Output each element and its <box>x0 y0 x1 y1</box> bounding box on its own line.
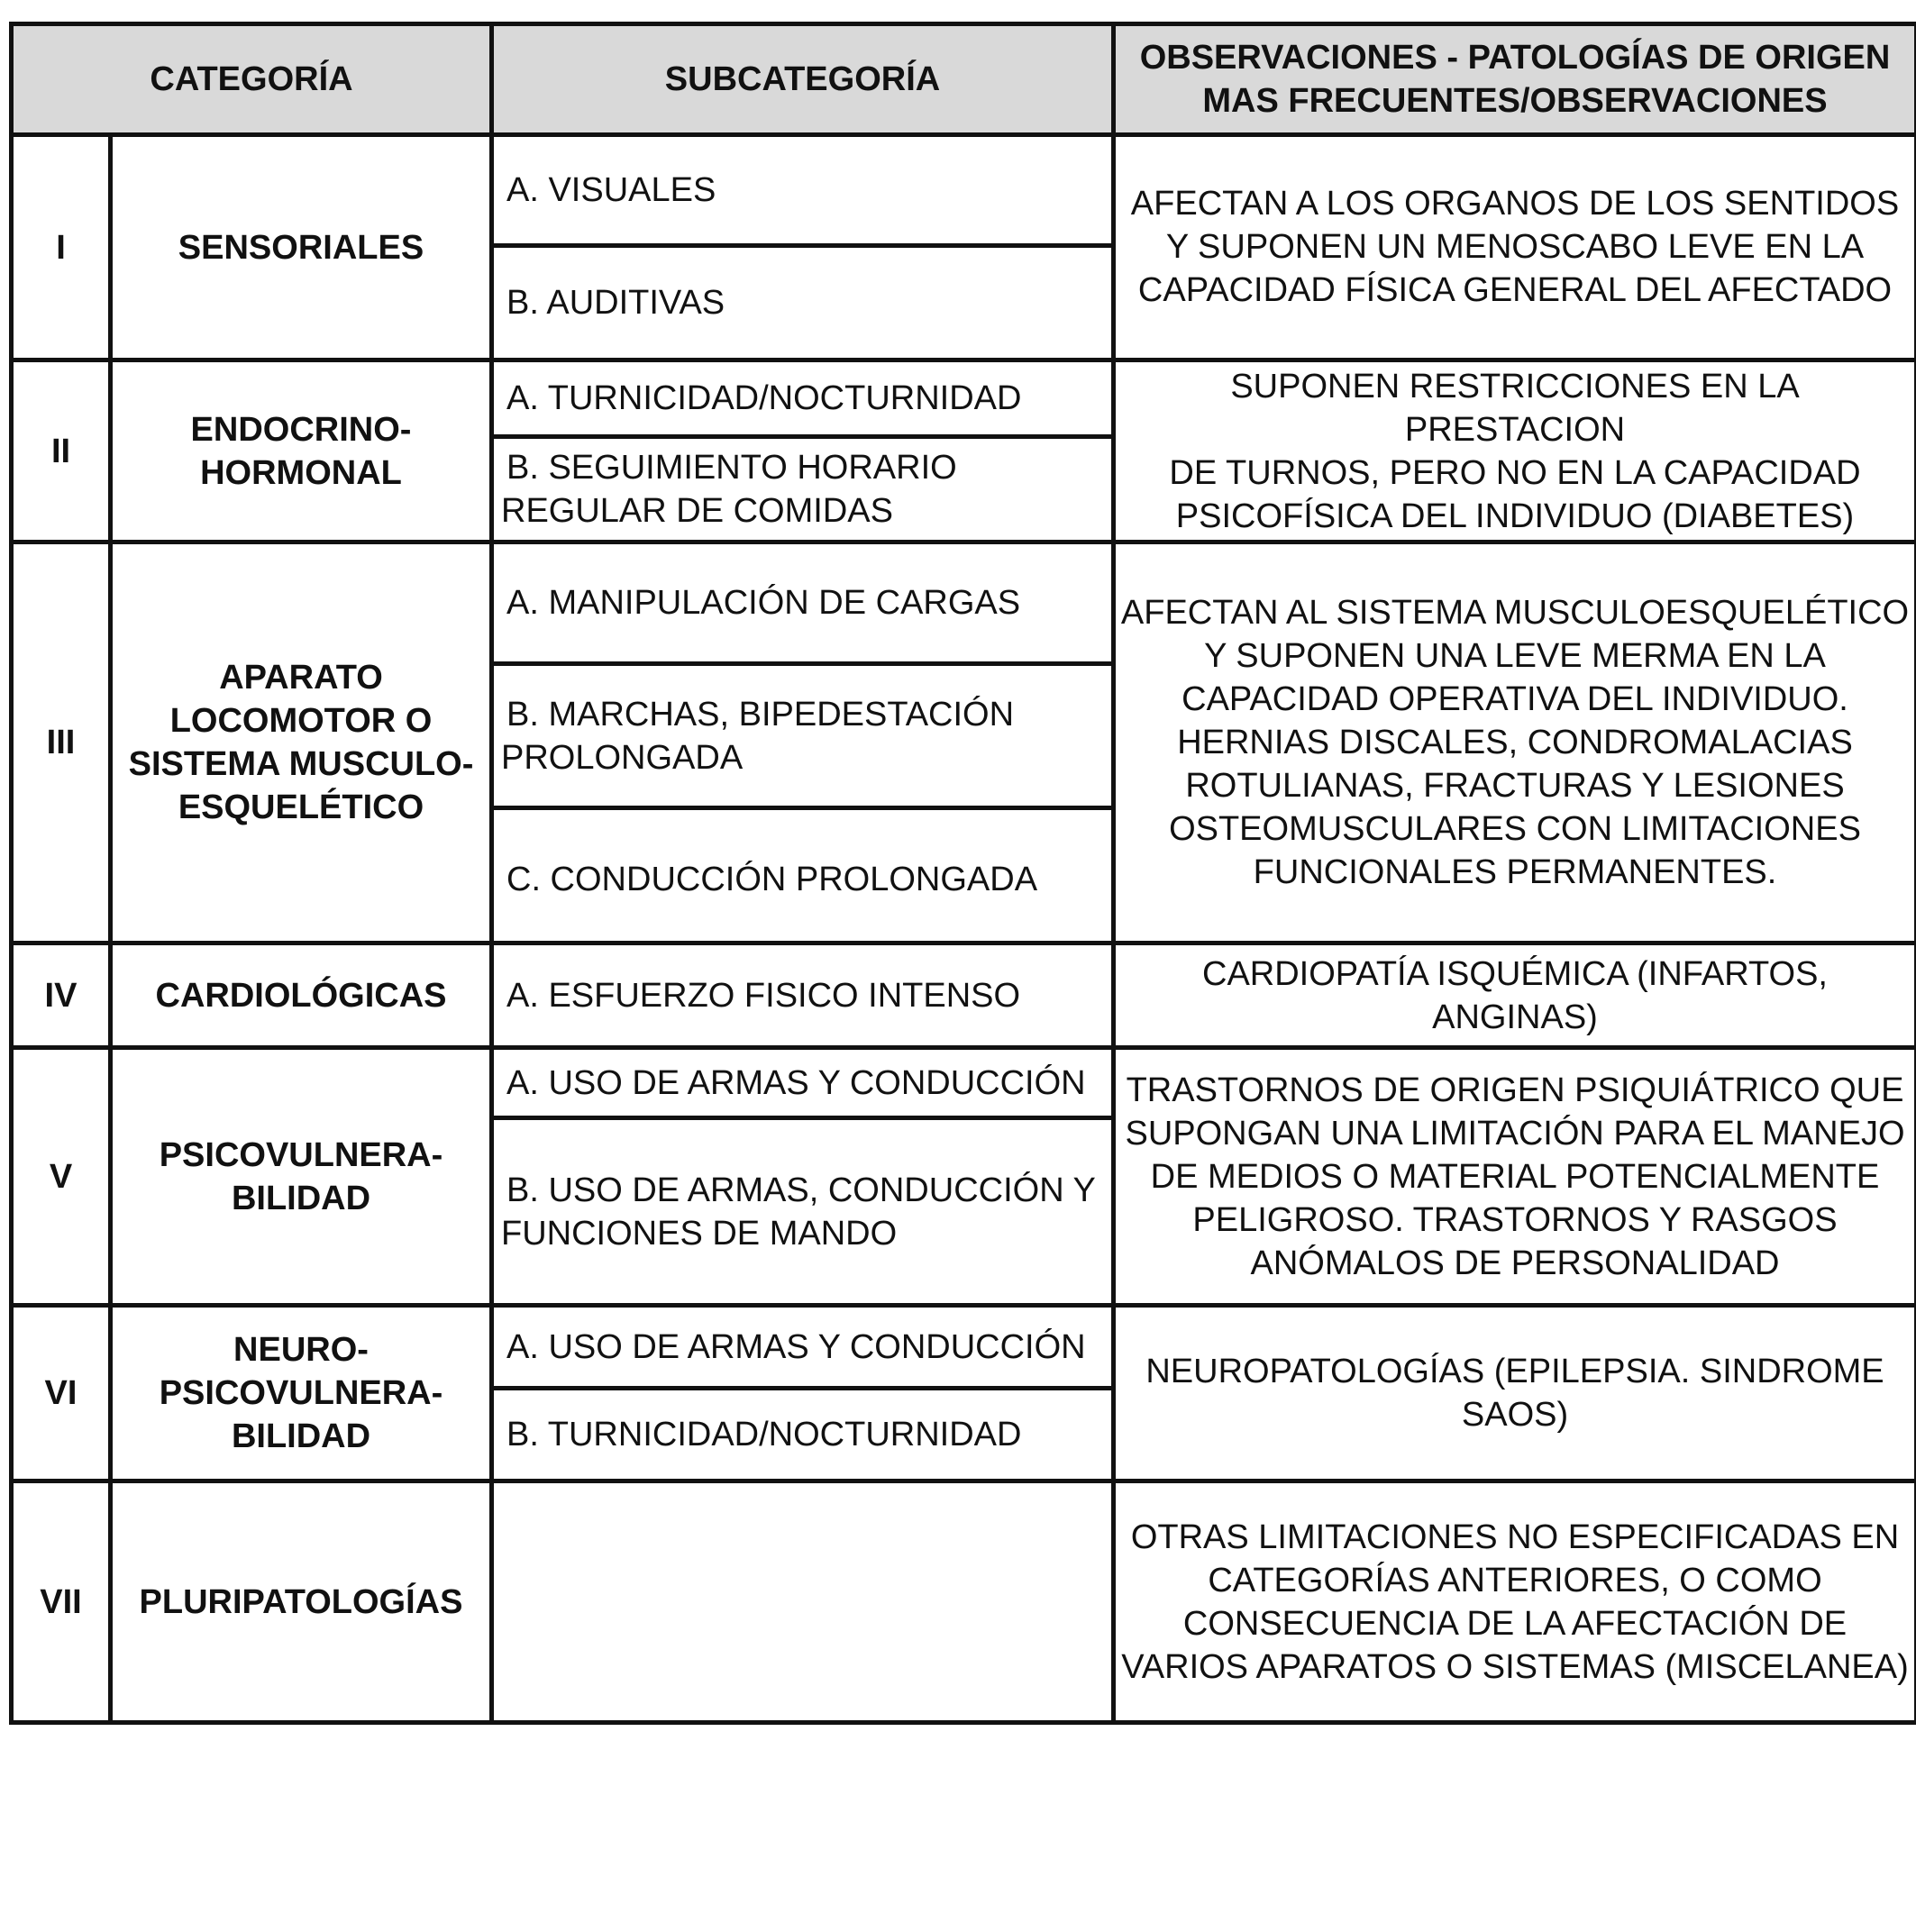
categories-table <box>9 22 1916 1725</box>
observation-line: DE MEDIOS O MATERIAL POTENCIALMENTE <box>1150 1157 1880 1196</box>
category-name-line: PSICOVULNERA- <box>159 1374 443 1412</box>
subcategory-line: PROLONGADA <box>501 738 744 777</box>
observation-line: SAOS) <box>1461 1396 1569 1434</box>
category-name <box>111 135 492 360</box>
subcategory-line: A. USO DE ARMAS Y CONDUCCIÓN <box>506 1063 1086 1102</box>
category-number: VI <box>12 1306 111 1481</box>
observation-line: HERNIAS DISCALES, CONDROMALACIAS <box>1177 724 1853 761</box>
subcategory-line: A. VISUALES <box>506 171 716 209</box>
observation-line: NEUROPATOLOGÍAS (EPILEPSIA. SINDROME <box>1145 1353 1884 1390</box>
category-name-line: HORMONAL <box>200 453 402 492</box>
subcategory-cell <box>492 246 1114 360</box>
category-name-line: ENDOCRINO- <box>190 410 412 449</box>
subcategory-line: FUNCIONES DE MANDO <box>501 1214 898 1253</box>
observation-line: CONSECUENCIA DE LA AFECTACIÓN DE <box>1182 1604 1848 1643</box>
observation-line: TRASTORNOS DE ORIGEN PSIQUIÁTRICO QUE <box>1126 1071 1904 1109</box>
subcategory-line: A. TURNICIDAD/NOCTURNIDAD <box>506 379 1022 417</box>
subcategory-cell <box>492 664 1114 808</box>
observation-line: CATEGORÍAS ANTERIORES, O COMO <box>1208 1561 1822 1599</box>
observation-line: CARDIOPATÍA ISQUÉMICA (INFARTOS, <box>1202 954 1828 993</box>
table-row <box>12 1481 1916 1723</box>
observation-line: ANÓMALOS DE PERSONALIDAD <box>1250 1244 1780 1282</box>
subcategory-line: B. TURNICIDAD/NOCTURNIDAD <box>506 1416 1022 1454</box>
subcategory-line: REGULAR DE COMIDAS <box>501 492 893 530</box>
observation-cell <box>1114 360 1916 542</box>
category-number: IV <box>12 943 111 1048</box>
observation-line: ROTULIANAS, FRACTURAS Y LESIONES <box>1185 767 1845 805</box>
table-row <box>12 542 1916 664</box>
table-row <box>12 135 1916 246</box>
subcategory-line: B. MARCHAS, BIPEDESTACIÓN <box>506 695 1015 734</box>
category-name <box>111 1306 492 1481</box>
category-name-line: SISTEMA MUSCULO- <box>128 745 474 783</box>
observation-line: AFECTAN A LOS ORGANOS DE LOS SENTIDOS <box>1130 185 1900 223</box>
header-observaciones <box>1114 24 1916 135</box>
subcategory-line: B. AUDITIVAS <box>506 284 725 322</box>
observation-line: PSICOFÍSICA DEL INDIVIDUO (DIABETES) <box>1175 497 1855 535</box>
category-name-line: PSICOVULNERA- <box>159 1135 443 1174</box>
observation-cell <box>1114 1306 1916 1481</box>
observation-line: CAPACIDAD FÍSICA GENERAL DEL AFECTADO <box>1137 271 1893 309</box>
table-row <box>12 1306 1916 1389</box>
observation-cell <box>1114 1048 1916 1306</box>
subcategory-line: A. MANIPULACIÓN DE CARGAS <box>506 584 1021 622</box>
observation-cell <box>1114 135 1916 360</box>
observation-line: DE TURNOS, PERO NO EN LA CAPACIDAD <box>1169 453 1861 492</box>
observation-line: AFECTAN AL SISTEMA MUSCULOESQUELÉTICO <box>1120 594 1910 632</box>
subcategory-line: B. USO DE ARMAS, CONDUCCIÓN Y <box>506 1171 1096 1209</box>
observation-line: ANGINAS) <box>1432 998 1598 1036</box>
observation-line: OTRAS LIMITACIONES NO ESPECIFICADAS EN <box>1130 1517 1900 1556</box>
category-number: VII <box>12 1481 111 1723</box>
table-row <box>12 360 1916 437</box>
category-name-line: LOCOMOTOR O <box>169 702 433 740</box>
observation-line: SUPONEN RESTRICCIONES EN LA PRESTACION <box>1230 367 1800 449</box>
header-observaciones-line: MAS FRECUENTES/OBSERVACIONES <box>1202 82 1828 120</box>
category-name <box>111 1481 492 1723</box>
observation-cell <box>1114 1481 1916 1723</box>
category-name <box>111 360 492 542</box>
subcategory-cell <box>492 1389 1114 1481</box>
observation-line: PELIGROSO. TRASTORNOS Y RASGOS <box>1192 1200 1838 1239</box>
subcategory-cell <box>492 437 1114 542</box>
category-name-line: APARATO <box>219 659 383 697</box>
observation-line: CAPACIDAD OPERATIVA DEL INDIVIDUO. <box>1182 680 1848 718</box>
subcategory-cell <box>492 808 1114 943</box>
header-observaciones-line: OBSERVACIONES - PATOLOGÍAS DE ORIGEN <box>1139 39 1891 77</box>
subcategory-line: A. USO DE ARMAS Y CONDUCCIÓN <box>506 1327 1086 1366</box>
category-number: I <box>12 135 111 360</box>
category-name <box>111 943 492 1048</box>
category-name-line: CARDIOLÓGICAS <box>155 976 447 1015</box>
category-name <box>111 542 492 943</box>
subcategory-line: C. CONDUCCIÓN PROLONGADA <box>506 861 1038 898</box>
subcategory-cell <box>492 542 1114 664</box>
subcategory-cell <box>492 1118 1114 1306</box>
category-name-line: BILIDAD <box>231 1179 371 1217</box>
header-row <box>12 24 1916 135</box>
category-name-line: SENSORIALES <box>178 228 424 267</box>
category-name-line: ESQUELÉTICO <box>178 788 424 826</box>
subcategory-cell <box>492 1306 1114 1389</box>
category-number: II <box>12 360 111 542</box>
header-categoria: CATEGORÍA <box>12 24 492 135</box>
subcategory-cell <box>492 943 1114 1048</box>
category-number: III <box>12 542 111 943</box>
observation-line: VARIOS APARATOS O SISTEMAS (MISCELANEA) <box>1121 1647 1909 1686</box>
observation-line: OSTEOMUSCULARES CON LIMITACIONES <box>1169 810 1861 848</box>
category-name-line: NEURO- <box>233 1331 369 1369</box>
subcategory-line: A. ESFUERZO FISICO INTENSO <box>506 976 1021 1015</box>
observation-line: SUPONGAN UNA LIMITACIÓN PARA EL MANEJO <box>1125 1114 1905 1153</box>
header-subcategoria: SUBCATEGORÍA <box>492 24 1114 135</box>
category-name-line: PLURIPATOLOGÍAS <box>139 1582 463 1621</box>
subcategory-cell <box>492 135 1114 246</box>
observation-line: FUNCIONALES PERMANENTES. <box>1253 853 1777 891</box>
subcategory-cell <box>492 1048 1114 1118</box>
subcategory-cell <box>492 360 1114 437</box>
observation-cell <box>1114 943 1916 1048</box>
observation-cell <box>1114 542 1916 943</box>
table-row <box>12 943 1916 1048</box>
subcategory-line: B. SEGUIMIENTO HORARIO <box>506 449 957 487</box>
category-name <box>111 1048 492 1306</box>
category-name-line: BILIDAD <box>231 1417 371 1455</box>
observation-line: Y SUPONEN UN MENOSCABO LEVE EN LA <box>1165 228 1865 266</box>
observation-line: Y SUPONEN UNA LEVE MERMA EN LA <box>1204 637 1826 675</box>
table-row <box>12 1048 1916 1118</box>
category-number: V <box>12 1048 111 1306</box>
subcategory-cell-empty <box>492 1481 1114 1723</box>
